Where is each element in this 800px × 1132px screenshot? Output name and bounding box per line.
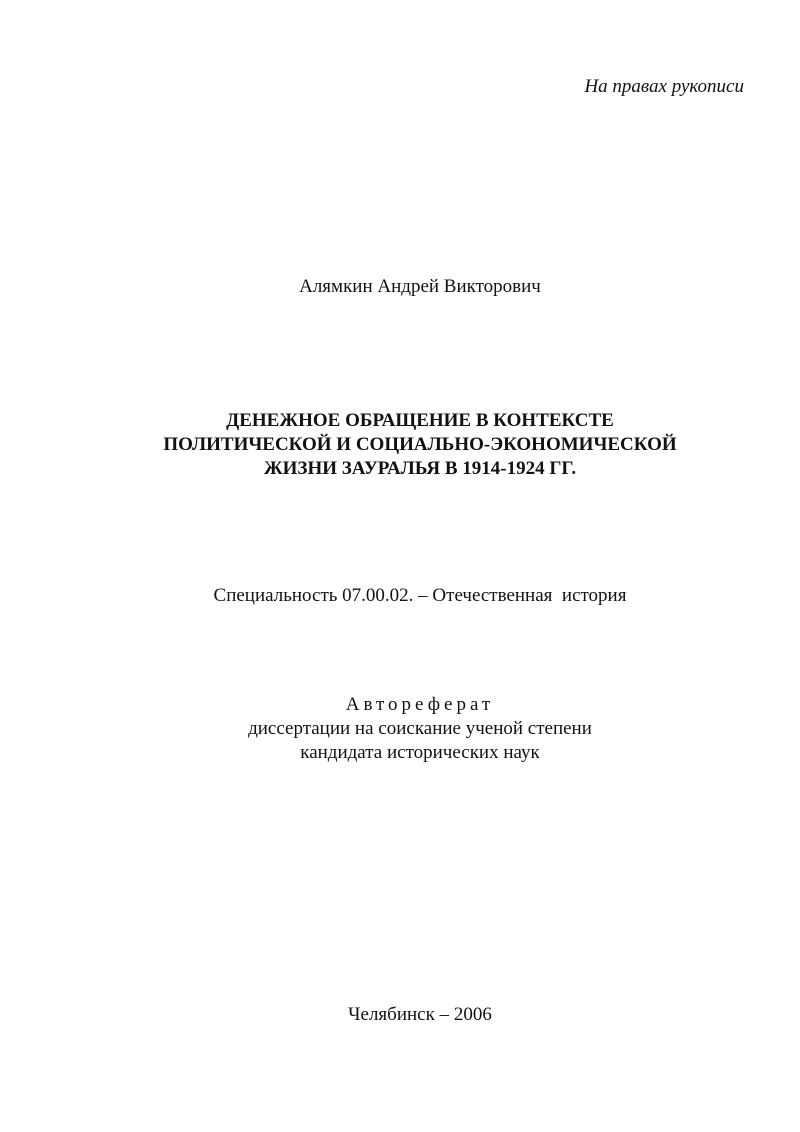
abstract-heading: Автореферат (345, 694, 495, 715)
specialty-line: Специальность 07.00.02. – Отечественная история (213, 585, 627, 606)
manuscript-rights-note: На правах рукописи (584, 76, 744, 97)
dissertation-title (20, 409, 800, 481)
abstract-line-1: диссертации на соискание ученой степени (248, 718, 592, 739)
place-and-year: Челябинск – 2006 (348, 1004, 492, 1025)
title-line-1: ДЕНЕЖНОЕ ОБРАЩЕНИЕ В КОНТЕКСТЕ (226, 410, 614, 431)
title-line-2: ПОЛИТИЧЕСКОЙ И СОЦИАЛЬНО-ЭКОНОМИЧЕСКОЙ (163, 434, 677, 455)
author-name: Алямкин Андрей Викторович (299, 276, 541, 297)
title-line-3: ЖИЗНИ ЗАУРАЛЬЯ В 1914-1924 ГГ. (263, 458, 577, 479)
abstract-block (20, 693, 800, 765)
abstract-line-2: кандидата исторических наук (300, 742, 540, 763)
